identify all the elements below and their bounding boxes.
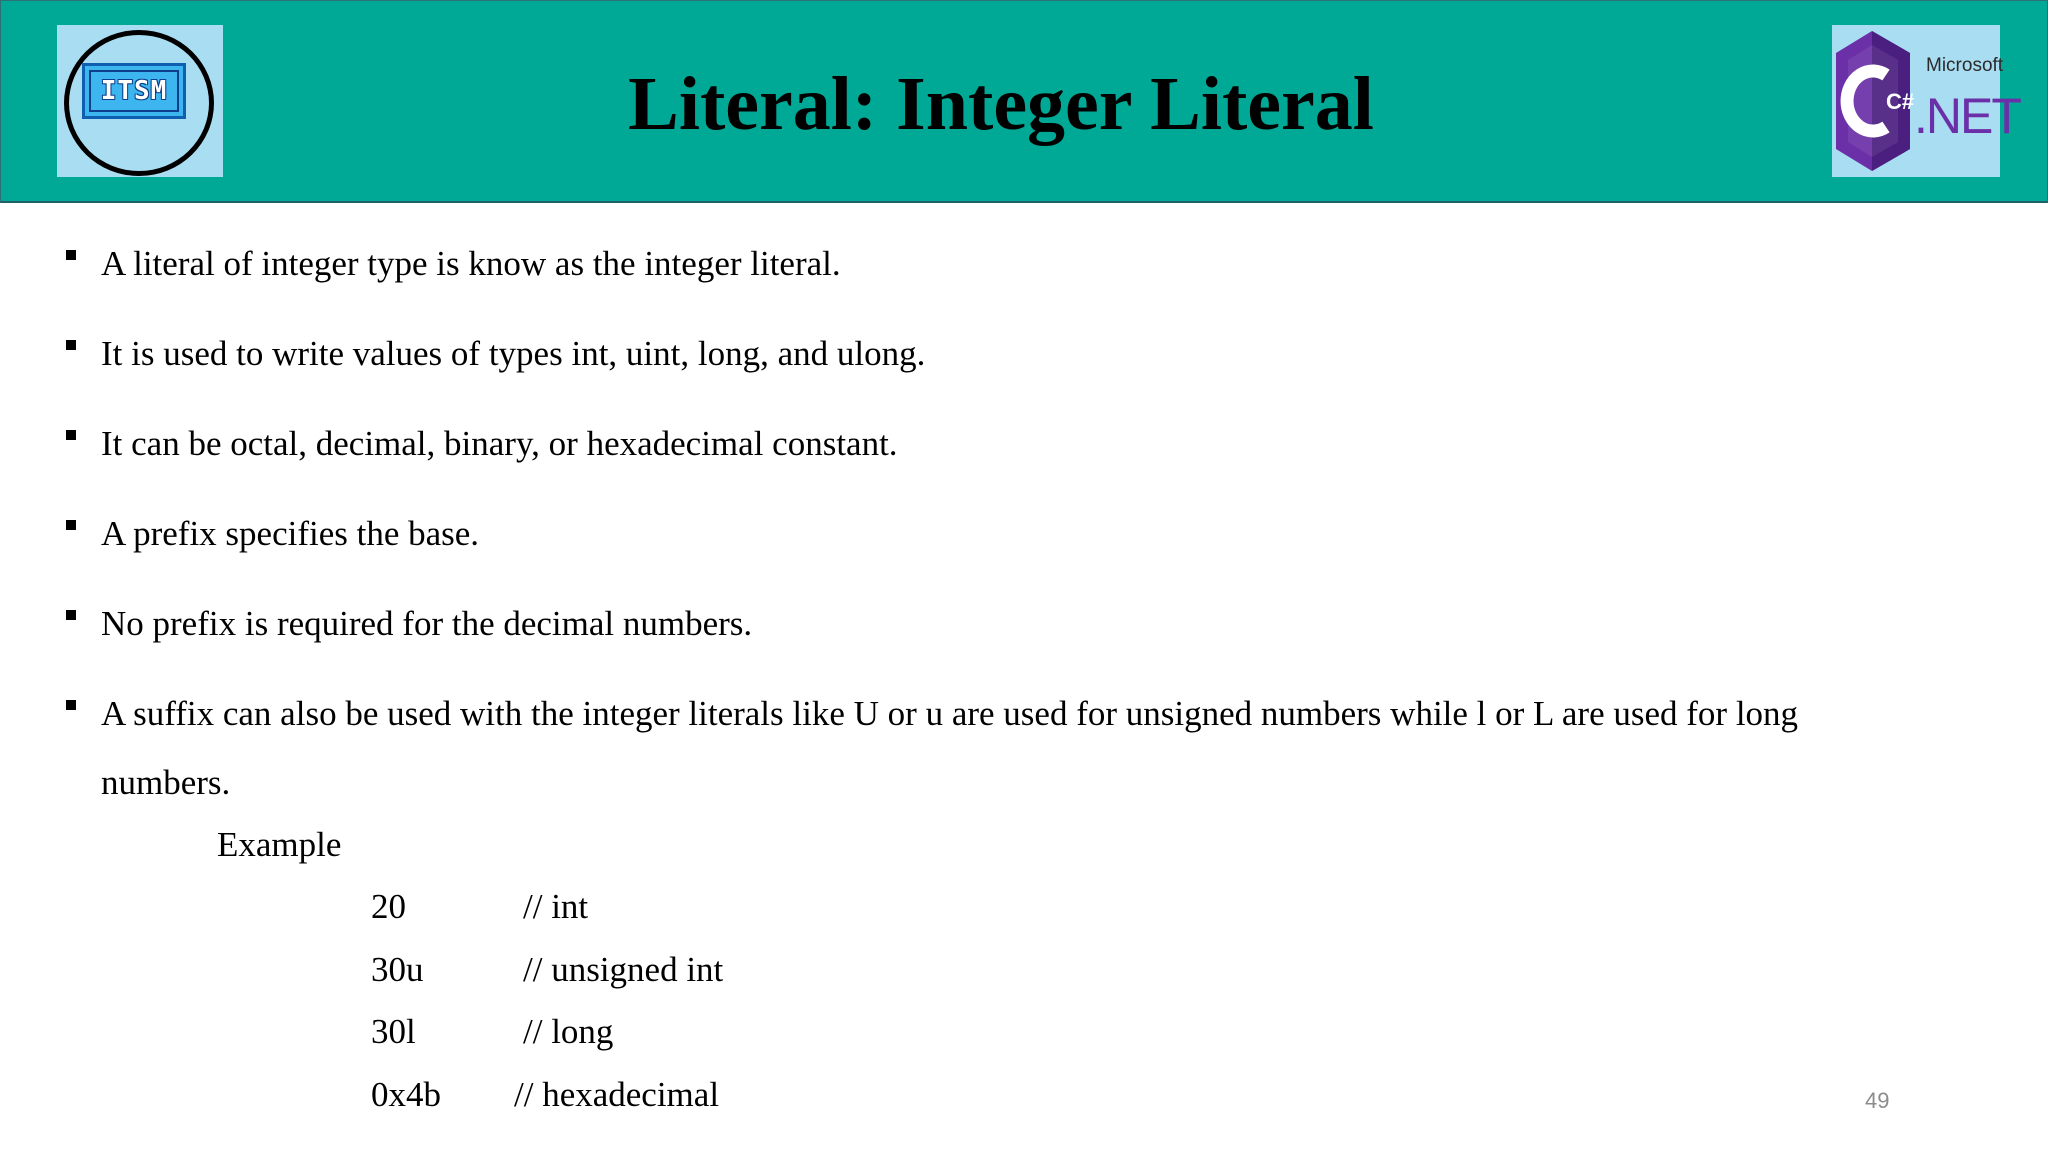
bullet-marker (66, 340, 76, 350)
example-comment: // int (523, 887, 589, 926)
bullet-text: It can be octal, decimal, binary, or hexadecimal constant. (101, 424, 898, 463)
bullet-text: It is used to write values of types int, uint, long, and ulong. (101, 334, 926, 373)
example-value: 0x4b (371, 1075, 441, 1114)
bullet-marker (66, 430, 76, 440)
bullet-text: A prefix specifies the base. (101, 514, 480, 553)
bullet-marker (66, 520, 76, 530)
example-value: 30l (371, 1012, 416, 1051)
bullet-text: A suffix can also be used with the integer literals like U or u are used for unsigned numbers while l or L are used for long (101, 694, 1799, 733)
bullet-text: A literal of integer type is know as the integer literal. (101, 244, 841, 283)
bullet-marker (66, 250, 76, 260)
bullet-text-continuation: numbers. (101, 763, 231, 802)
slide-title: Literal: Integer Literal (628, 62, 1374, 146)
example-comment: // hexadecimal (514, 1075, 720, 1114)
example-comment: // long (523, 1012, 614, 1051)
page-number: 49 (1865, 1088, 1890, 1113)
microsoft-label: Microsoft (1926, 55, 2004, 76)
example-value: 30u (371, 950, 424, 989)
csharp-sharp-glyph: C# (1886, 89, 1915, 114)
logo-text: ITSM (89, 70, 179, 112)
bullet-text: No prefix is required for the decimal numbers. (101, 604, 753, 643)
bullet-marker (66, 700, 76, 710)
example-label: Example (217, 825, 342, 864)
bullet-marker (66, 610, 76, 620)
example-comment: // unsigned int (523, 950, 724, 989)
net-label: .NET (1914, 88, 2020, 144)
example-value: 20 (371, 887, 406, 926)
